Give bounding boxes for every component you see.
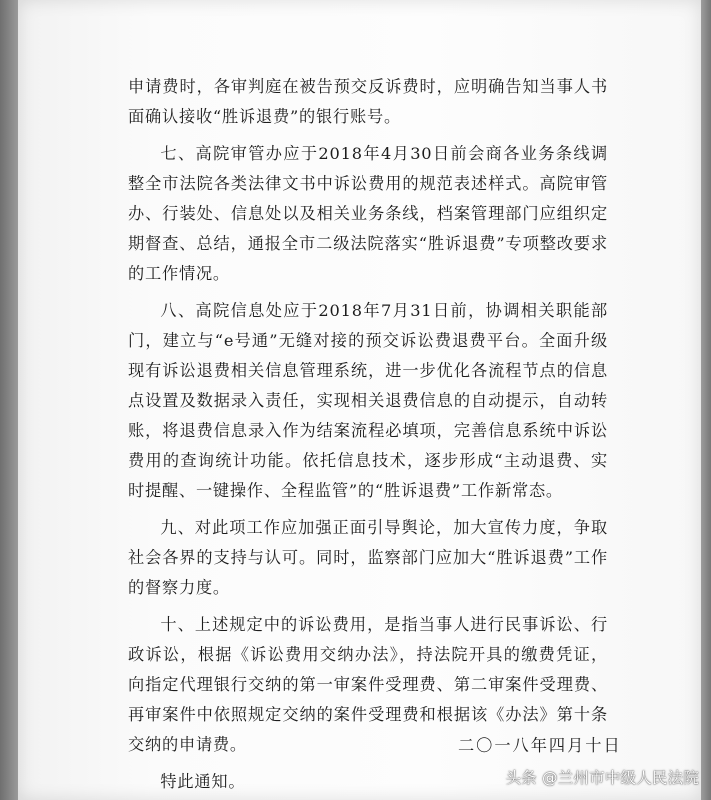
document-page	[18, 0, 701, 800]
paragraph-continuation: 申请费时，各审判庭在被告预交反诉费时，应明确告知当事人书面确认接收“胜诉退费”的银行账号。	[128, 77, 608, 126]
paragraph-ten: 十、上述规定中的诉讼费用，是指当事人进行民事诉讼、行政诉讼，根据《诉讼费用交纳办法》，持法院开具的缴费凭证，向指定代理银行交纳的第一审案件受理费、第二审案件受理费、再审案件中依照规定交纳的案件受理费和根据该《办法》第十条交纳的申请费。	[128, 615, 608, 754]
paragraph-nine: 九、对此项工作应加强正面引导舆论，加大宣传力度，争取社会各界的支持与认可。同时，监察部门应加大“胜诉退费”工作的督察力度。	[128, 518, 608, 597]
paragraph-eight: 八、高院信息处应于2018年7月31日前，协调相关职能部门，建立与“e号通”无缝对接的预交诉讼费退费平台。全面升级现有诉讼退费相关信息管理系统，进一步优化各流程节点的信息点设置及数据录入责任，实现相关退费信息的自动提示，自动转账，将退费信息录入作为结案流程必填项，完善信息系统中诉讼费用的查询统计功能。依托信息技术，逐步形成“主动退费、实时提醒、一键操作、全程监管”的“胜诉退费”工作新常态。	[128, 301, 608, 500]
right-shadow-edge	[701, 0, 711, 800]
left-shadow-edge	[0, 0, 18, 800]
document-body	[128, 72, 608, 797]
document-date: 二〇一八年四月十日	[458, 736, 622, 755]
closing-notice: 特此通知。	[160, 772, 246, 791]
source-watermark: 头条 @兰州市中级人民法院	[505, 769, 699, 787]
paragraph-seven: 七、高院审管办应于2018年4月30日前会商各业务条线调整全市法院各类法律文书中诉讼费用的规范表述样式。高院审管办、行装处、信息处以及相关业务条线，档案管理部门应组织定期督查、总结，通报全市二级法院落实“胜诉退费”专项整改要求的工作情况。	[128, 144, 608, 283]
